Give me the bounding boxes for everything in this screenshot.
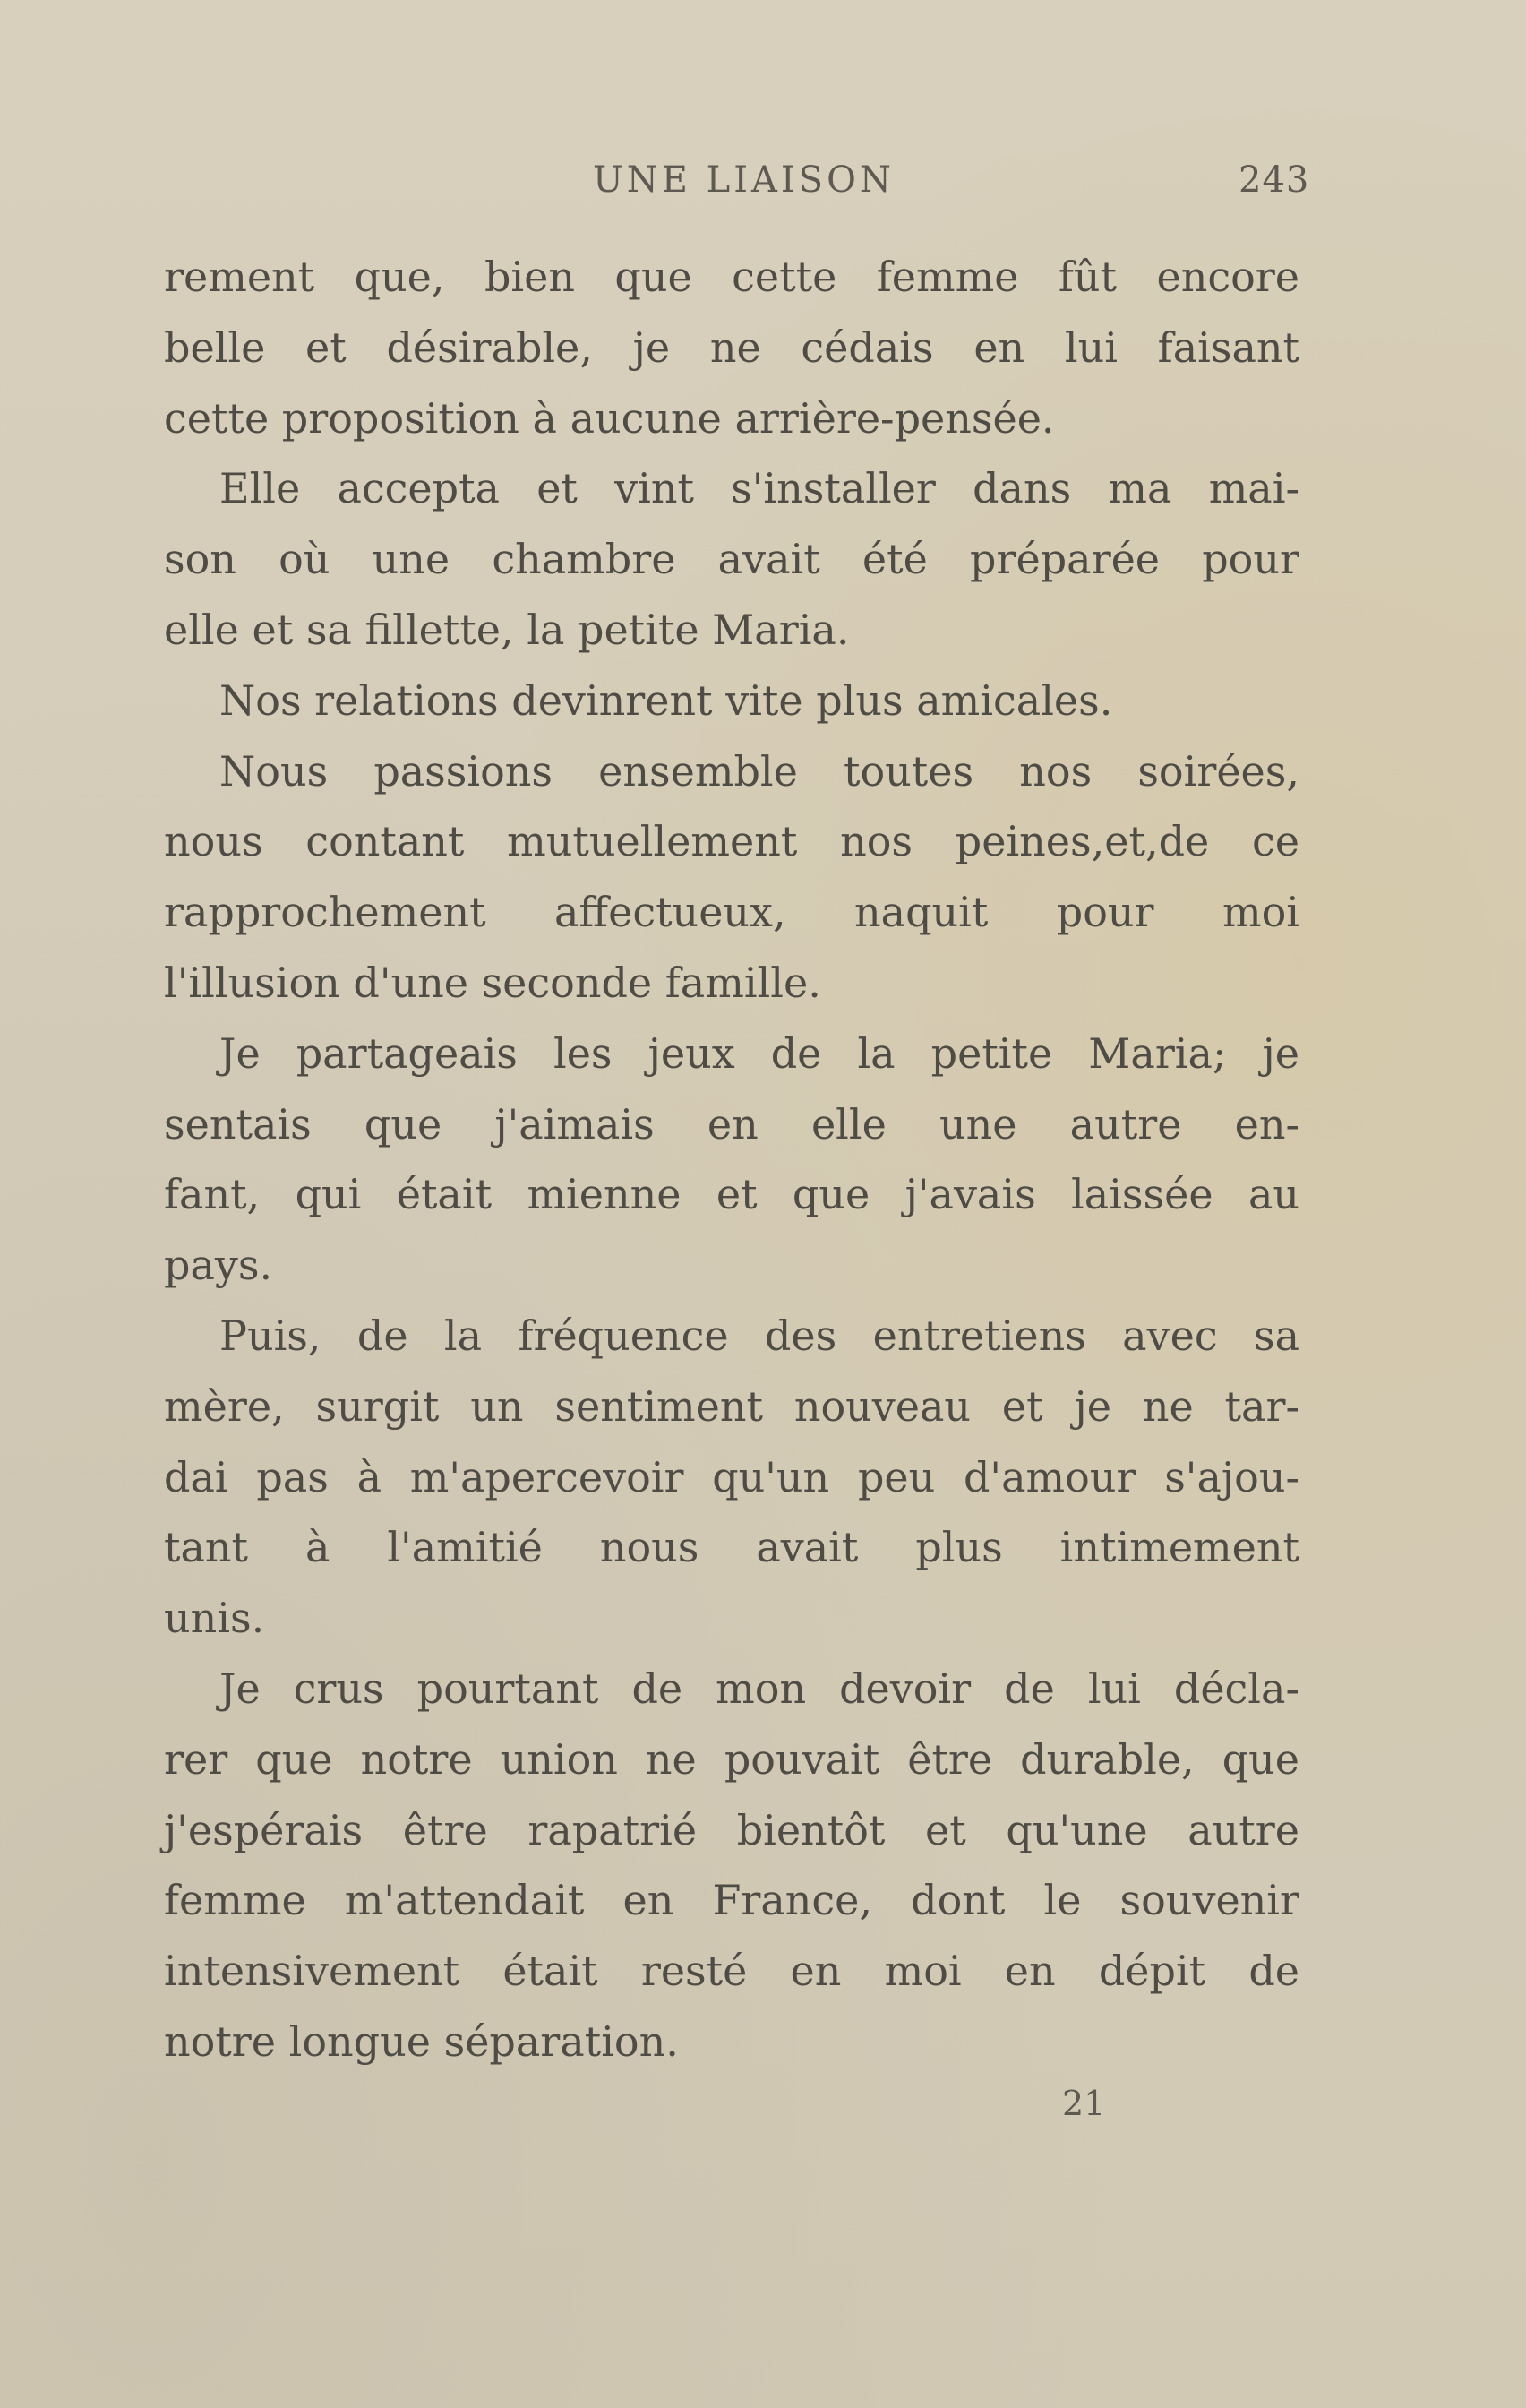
text-line: Nos relations devinrent vite plus amicales.	[219, 675, 1113, 725]
text-line: mère, surgit un sentiment nouveau et je ne tar-	[164, 1381, 1299, 1431]
page-number: 243	[1239, 159, 1310, 201]
text-line: nous contant mutuellement nos peines,et,de ce	[164, 817, 1299, 866]
signature-mark: 21	[1062, 2084, 1106, 2123]
running-head	[0, 159, 1526, 213]
text-line: sentais que j'aimais en elle une autre en-	[164, 1099, 1299, 1148]
text-line: unis.	[164, 1594, 265, 1643]
text-line: rement que, bien que cette femme fût encore	[164, 253, 1299, 301]
body-text	[164, 242, 1299, 2077]
text-line: notre longue séparation.	[164, 2017, 679, 2066]
text-line: pays.	[164, 1241, 273, 1290]
text-line: Elle accepta et vint s'installer dans ma mai-	[219, 464, 1299, 513]
text-line: Puis, de la fréquence des entretiens avec sa	[219, 1311, 1299, 1360]
text-line: dai pas à m'apercevoir qu'un peu d'amour s'ajou-	[164, 1452, 1299, 1501]
running-title: UNE LIAISON	[593, 159, 895, 201]
text-line: Nous passions ensemble toutes nos soirées,	[219, 746, 1299, 796]
text-line: intensivement était resté en moi en dépit de	[164, 1947, 1299, 1996]
text-line: belle et désirable, je ne cédais en lui faisant	[164, 322, 1299, 372]
text-line: tant à l'amitié nous avait plus intimement	[164, 1523, 1299, 1572]
text-line: cette proposition à aucune arrière-pensée.	[164, 393, 1055, 443]
text-line: femme m'attendait en France, dont le souvenir	[164, 1876, 1299, 1925]
text-line: l'illusion d'une seconde famille.	[164, 958, 821, 1007]
text-line: fant, qui était mienne et que j'avais laissée au	[164, 1170, 1299, 1219]
text-line: Je partageais les jeux de la petite Maria; je	[219, 1028, 1299, 1078]
text-line: elle et sa fillette, la petite Maria.	[164, 605, 850, 654]
text-line: j'espérais être rapatrié bientôt et qu'une autre	[164, 1805, 1299, 1854]
text-line: son où une chambre avait été préparée pour	[164, 535, 1299, 584]
text-line: rer que notre union ne pouvait être durable, que	[164, 1734, 1299, 1784]
text-line: Je crus pourtant de mon devoir de lui décla-	[219, 1664, 1299, 1713]
text-line: rapprochement affectueux, naquit pour moi	[164, 888, 1299, 937]
